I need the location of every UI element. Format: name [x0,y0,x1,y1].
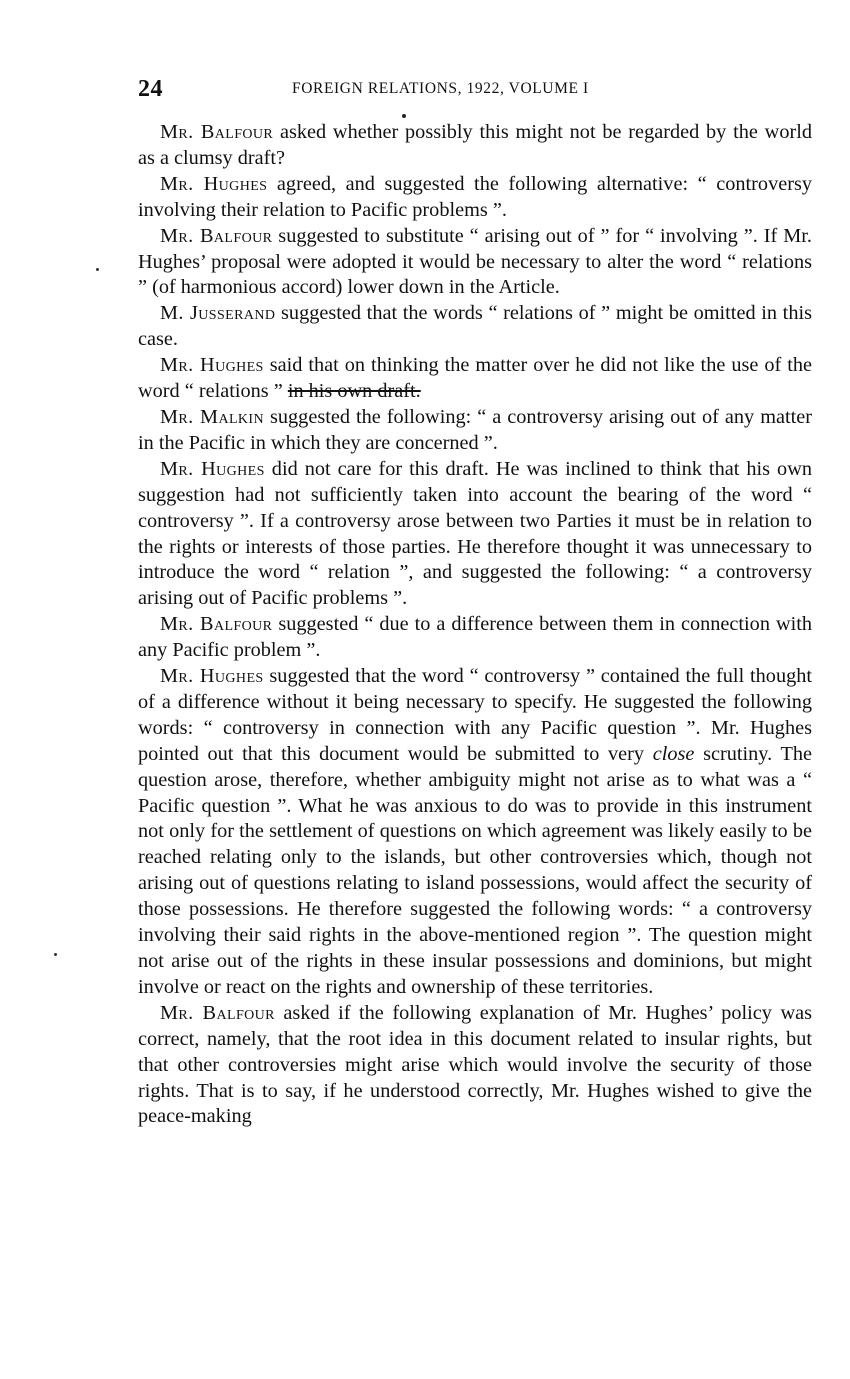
paragraph [138,120,812,172]
page-number: 24 [138,76,163,102]
paragraph-text: suggested the following: “ a controversy arising out of any matter in the Pacific in which they are concerned ”. [138,405,812,454]
paragraph [138,612,812,664]
struck-text: in his own draft. [287,380,421,403]
speaker-name: M. Jusserand [160,302,276,325]
header-dot [402,114,406,118]
paragraph [138,224,812,302]
running-head: FOREIGN RELATIONS, 1922, VOLUME I [292,80,589,97]
body-text [138,120,812,1130]
speaker-name: Mr. Hughes [160,354,264,377]
paragraph-text: did not care for this draft. He was inclined to think that his own suggestion had not sufficiently taken into account the bearing of the word “ controversy ”. If a controversy arose between two Parties it must be in relation to the rights or interests of those parties. He therefore thought it was unnecessary to introduce the word “ relation ”, and suggested the following: “ a controversy arising out of Pacific problems ”. [138,457,812,610]
paragraph [138,301,812,353]
paragraph [138,457,812,612]
speaker-name: Mr. Hughes [160,457,265,480]
margin-mark [96,268,99,271]
paragraph [138,664,812,1001]
paragraph-text: scrutiny. The question arose, therefore, whether ambiguity might not arise as to what was a “ Pacific question ”. What he was anxious to do was to provide in this instrument not only for the settlement of questions on which agreement was likely easily to be reached relating only to the islands, but other controversies which, though not arising out of questions relating to island possessions, would affect the security of those possessions. He therefore suggested the following words: “ a controversy involving their said rights in the above-mentioned region ”. The question might not arise out of the rights in these insular possessions and dominions, but might involve or react on the rights and ownership of these territories. [138,742,812,998]
paragraph-text: suggested “ due to a difference between them in connection with any Pacific problem ”. [138,613,812,662]
speaker-name: Mr. Hughes [160,665,264,688]
speaker-name: Mr. Balfour [160,1001,275,1024]
paragraph [138,172,812,224]
speaker-name: Mr. Balfour [160,224,273,247]
speaker-name: Mr. Hughes [160,172,268,195]
paragraph-text: asked whether possibly this might not be regarded by the world as a clumsy draft? [138,121,812,169]
paragraph-text: suggested to substitute “ arising out of ” for “ involving ”. If Mr. Hughes’ proposal were adopted it would be necessary to alter the word “ relations ” (of harmonious accord) lower down in the Article. [138,224,812,299]
document-page [138,76,812,1130]
page-header [138,76,812,112]
speaker-name: Mr. Balfour [160,121,274,143]
paragraph-text: said that on thinking the matter over he did not like the use of the word “ relations ” [138,354,813,403]
paragraph-text: suggested that the words “ relations of ” might be omitted in this case. [138,302,812,351]
speaker-name: Mr. Balfour [160,613,273,636]
paragraph-text: suggested that the word “ controversy ” contained the full thought of a difference without it being necessary to specify. He suggested the following words: “ controversy in connection with any Pacific question ”. Mr. Hughes pointed out that this document would be submitted to very [138,665,812,765]
paragraph-text: agreed, and suggested the following alternative: “ controversy involving their relation to Pacific problems ”. [138,172,813,221]
paragraph [138,405,812,457]
paragraph [138,353,812,405]
margin-mark [54,953,57,956]
speaker-name: Mr. Malkin [160,405,265,428]
paragraph-text: asked if the following explanation of Mr. Hughes’ policy was correct, namely, that the root idea in this document related to insular rights, but that other controversies might arise which would involve the security of those rights. That is to say, if he understood correctly, Mr. Hughes wished to give the peace-making [138,1001,812,1128]
italic-word: close [652,742,695,765]
paragraph [138,1001,812,1131]
